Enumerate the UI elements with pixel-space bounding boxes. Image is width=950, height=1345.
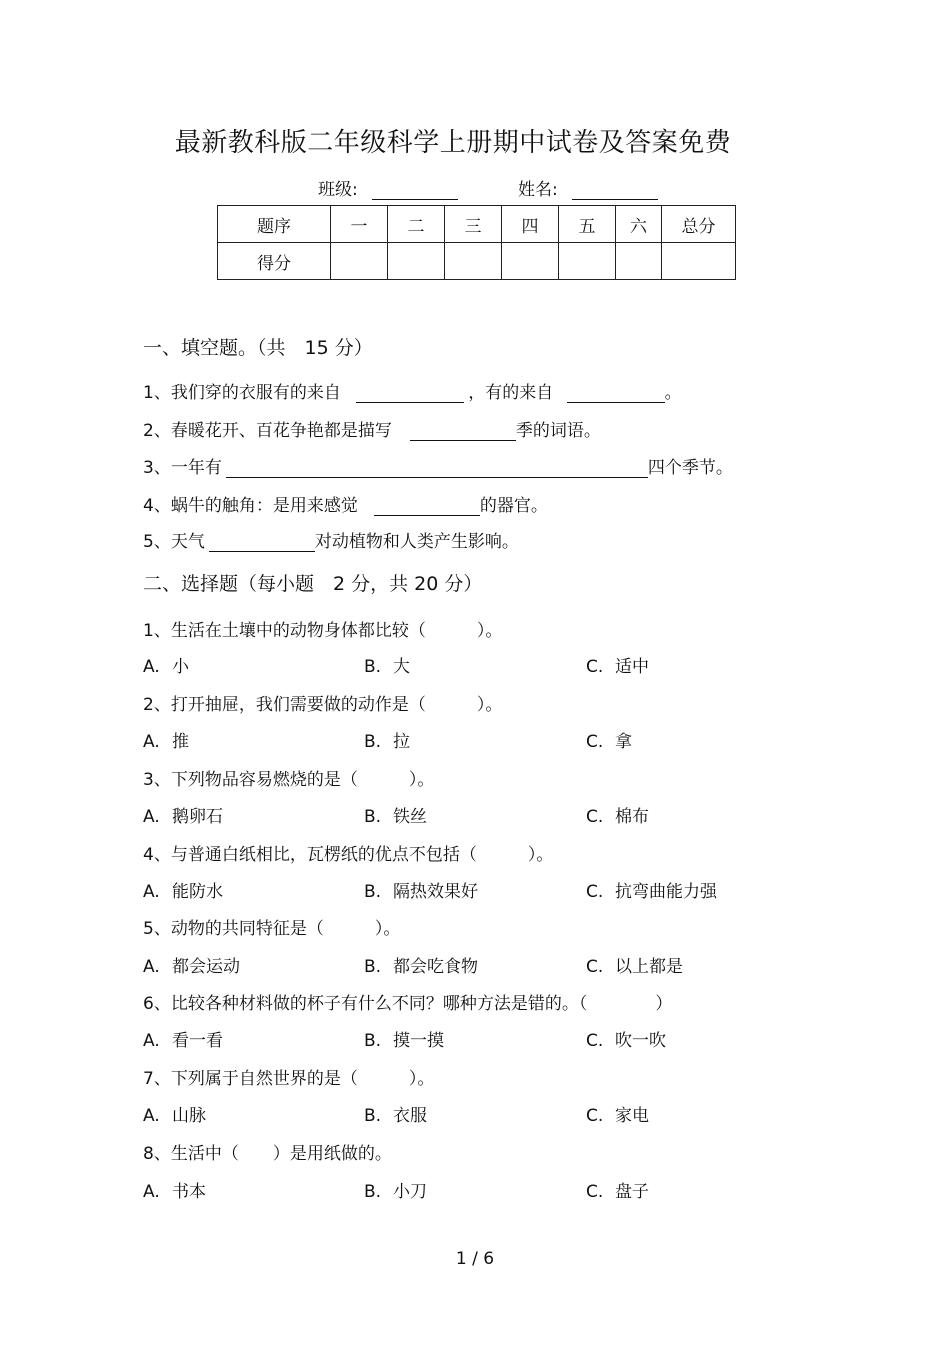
option-letter: B. — [364, 957, 382, 977]
fill-question-1 — [143, 378, 682, 403]
option-letter: C. — [586, 1106, 604, 1126]
choice-option-a — [143, 1177, 206, 1202]
option-letter: B. — [364, 1182, 382, 1202]
choice-option-c — [586, 952, 683, 977]
score-header-cell: 二 — [388, 206, 445, 243]
option-letter: C. — [586, 882, 604, 902]
option-letter: B. — [364, 807, 382, 827]
question-text: 季的词语。 — [515, 421, 601, 441]
answer-blank — [209, 535, 315, 552]
question-text: 。 — [664, 383, 682, 403]
score-cell — [559, 243, 616, 280]
option-letter: A. — [143, 1182, 160, 1202]
question-text: ，有的来自 — [468, 383, 554, 403]
class-blank — [372, 183, 458, 200]
score-cell — [331, 243, 388, 280]
option-text: 鹅卵石 — [172, 807, 223, 827]
answer-blank — [567, 386, 665, 403]
choice-question-6: 6、比较各种材料做的杯子有什么不同？哪种方法是错的。（ ） — [143, 994, 673, 1014]
choice-option-c — [586, 727, 632, 752]
answer-blank — [374, 499, 480, 516]
option-text: 看一看 — [172, 1031, 223, 1051]
option-letter: A. — [143, 882, 160, 902]
class-field — [318, 175, 458, 200]
choice-question-4: 4、与普通白纸相比，瓦楞纸的优点不包括（ ）。 — [143, 845, 554, 865]
option-text: 拿 — [615, 732, 632, 752]
choice-option-a — [143, 1026, 223, 1051]
option-letter: C. — [586, 1182, 604, 1202]
option-letter: B. — [364, 732, 382, 752]
option-text: 摸一摸 — [393, 1031, 444, 1051]
option-text: 盘子 — [615, 1182, 649, 1202]
option-text: 家电 — [615, 1106, 649, 1126]
choice-option-c — [586, 802, 649, 827]
question-text: 5、天气 — [143, 532, 205, 552]
name-blank — [572, 183, 658, 200]
choice-option-b — [364, 727, 410, 752]
question-text: 3、一年有 — [143, 458, 222, 478]
score-header-cell: 三 — [445, 206, 502, 243]
answer-blank — [226, 461, 648, 478]
page-number: 1 / 6 — [455, 1249, 495, 1269]
choice-option-b — [364, 652, 410, 677]
option-letter: C. — [586, 657, 604, 677]
score-header-cell: 总分 — [662, 206, 736, 243]
choice-option-c — [586, 1026, 666, 1051]
option-letter: A. — [143, 732, 160, 752]
score-cell — [662, 243, 736, 280]
question-text: 1、我们穿的衣服有的来自 — [143, 383, 341, 403]
choice-option-a — [143, 652, 189, 677]
choice-question-2: 2、打开抽屉，我们需要做的动作是（ ）。 — [143, 695, 503, 715]
score-table — [217, 205, 736, 280]
question-text: 对动植物和人类产生影响。 — [314, 532, 519, 552]
choice-option-b — [364, 802, 427, 827]
section1-heading: 一、填空题。（共 15 分） — [143, 337, 373, 359]
name-field — [518, 175, 658, 200]
score-cell — [616, 243, 662, 280]
page-title: 最新教科版二年级科学上册期中试卷及答案免费 — [174, 128, 732, 158]
option-letter: A. — [143, 1106, 160, 1126]
option-text: 山脉 — [172, 1106, 206, 1126]
choice-option-a — [143, 1101, 206, 1126]
choice-question-7: 7、下列属于自然世界的是（ ）。 — [143, 1069, 435, 1089]
option-text: 衣服 — [393, 1106, 427, 1126]
choice-option-c — [586, 1101, 649, 1126]
class-label: 班级: — [318, 180, 358, 200]
choice-option-a — [143, 877, 223, 902]
score-cell — [445, 243, 502, 280]
score-cell — [502, 243, 559, 280]
answer-blank — [410, 424, 516, 441]
option-letter: A. — [143, 1031, 160, 1051]
option-text: 小刀 — [393, 1182, 427, 1202]
option-text: 适中 — [615, 657, 649, 677]
score-table-header-row — [218, 206, 736, 243]
name-label: 姓名: — [518, 180, 558, 200]
option-letter: C. — [586, 732, 604, 752]
option-text: 吹一吹 — [615, 1031, 666, 1051]
answer-blank — [356, 386, 464, 403]
option-text: 铁丝 — [393, 807, 427, 827]
score-header-cell: 四 — [502, 206, 559, 243]
option-letter: A. — [143, 657, 160, 677]
choice-option-b — [364, 952, 478, 977]
choice-option-b — [364, 1026, 444, 1051]
score-cell — [388, 243, 445, 280]
score-header-cell: 五 — [559, 206, 616, 243]
choice-question-1: 1、生活在土壤中的动物身体都比较（ ）。 — [143, 621, 503, 641]
option-letter: C. — [586, 807, 604, 827]
option-letter: B. — [364, 882, 382, 902]
fill-question-4 — [143, 491, 548, 516]
section2-heading: 二、选择题（每小题 2 分，共 20 分） — [143, 573, 483, 595]
fill-question-3 — [143, 453, 733, 478]
option-text: 书本 — [172, 1182, 206, 1202]
choice-question-3: 3、下列物品容易燃烧的是（ ）。 — [143, 770, 435, 790]
choice-option-b — [364, 1177, 427, 1202]
option-letter: C. — [586, 1031, 604, 1051]
question-text: 的器官。 — [479, 496, 548, 516]
option-text: 推 — [172, 732, 189, 752]
choice-question-8: 8、生活中（ ）是用纸做的。 — [143, 1144, 392, 1164]
choice-option-a — [143, 952, 240, 977]
score-row-label: 得分 — [218, 243, 331, 280]
option-text: 以上都是 — [615, 957, 683, 977]
choice-option-c — [586, 1177, 649, 1202]
question-text: 2、春暖花开、百花争艳都是描写 — [143, 421, 392, 441]
choice-option-c — [586, 877, 717, 902]
choice-option-b — [364, 877, 478, 902]
choice-option-c — [586, 652, 649, 677]
option-text: 棉布 — [615, 807, 649, 827]
fill-question-2 — [143, 416, 601, 441]
option-letter: B. — [364, 1106, 382, 1126]
option-text: 都会吃食物 — [393, 957, 478, 977]
choice-option-a — [143, 727, 189, 752]
option-letter: B. — [364, 657, 382, 677]
question-text: 4、蜗牛的触角：是用来感觉 — [143, 496, 358, 516]
option-letter: C. — [586, 957, 604, 977]
option-text: 抗弯曲能力强 — [615, 882, 717, 902]
option-text: 拉 — [393, 732, 410, 752]
option-text: 大 — [393, 657, 410, 677]
option-text: 小 — [172, 657, 189, 677]
option-letter: A. — [143, 807, 160, 827]
option-text: 都会运动 — [172, 957, 240, 977]
choice-option-b — [364, 1101, 427, 1126]
fill-question-5 — [143, 527, 519, 552]
score-header-cell: 一 — [331, 206, 388, 243]
score-header-cell: 题序 — [218, 206, 331, 243]
option-letter: B. — [364, 1031, 382, 1051]
question-text: 四个季节。 — [647, 458, 733, 478]
score-table-score-row — [218, 243, 736, 280]
choice-option-a — [143, 802, 223, 827]
choice-question-5: 5、动物的共同特征是（ ）。 — [143, 919, 401, 939]
option-text: 能防水 — [172, 882, 223, 902]
option-letter: A. — [143, 957, 160, 977]
score-header-cell: 六 — [616, 206, 662, 243]
option-text: 隔热效果好 — [393, 882, 478, 902]
